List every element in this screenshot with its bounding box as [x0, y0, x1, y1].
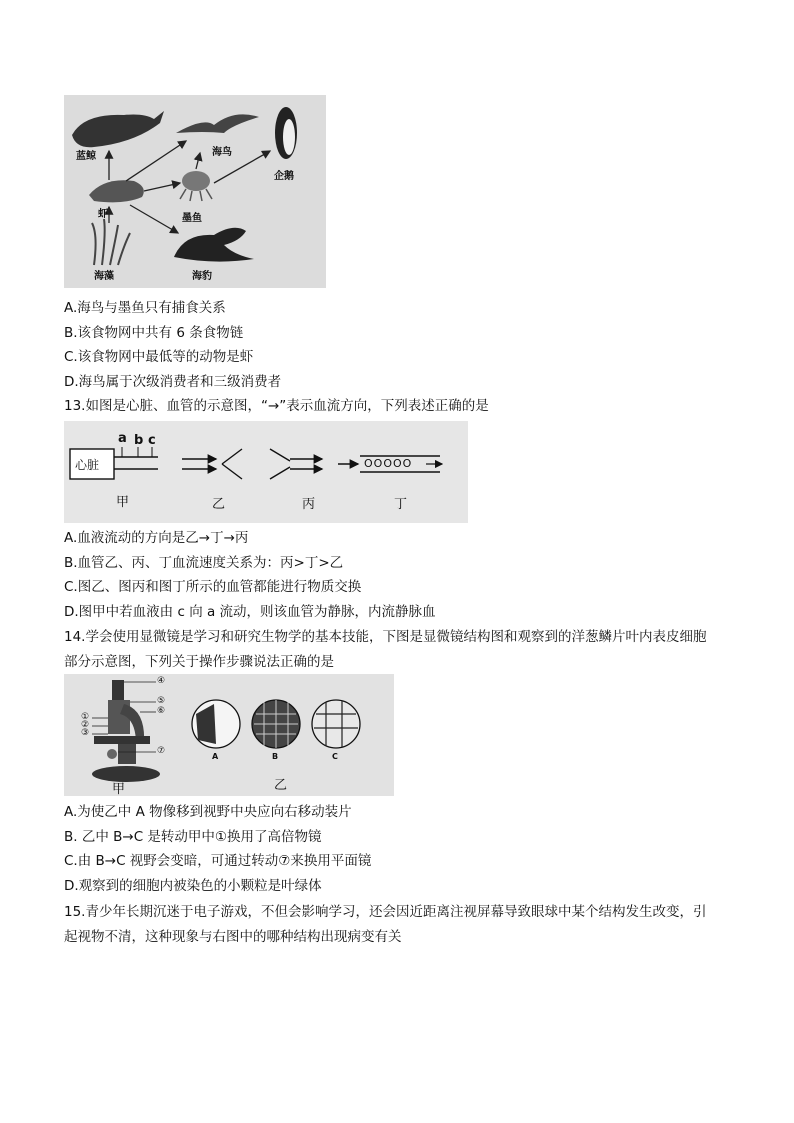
microscope-label-3: ③	[81, 728, 90, 738]
vessel-point-a: a	[118, 431, 127, 446]
label-seabird: 海鸟	[212, 147, 232, 158]
label-seal: 海豹	[192, 271, 212, 282]
q14-option-a: A.为使乙中 A 物像移到视野中央应向右移动装片	[64, 804, 352, 820]
q14-stem-line1: 14.学会使用显微镜是学习和研究生物学的基本技能，下图是显微镜结构图和观察到的洋葱鳞片叶内表皮细胞	[64, 629, 707, 645]
q12-option-a: A.海鸟与墨鱼只有捕食关系	[64, 300, 226, 316]
microscope-label-5: ⑤	[157, 696, 166, 706]
view-b-label: B	[272, 752, 279, 761]
q13-option-c: C.图乙、图丙和图丁所示的血管都能进行物质交换	[64, 579, 362, 595]
q14-option-c: C.由 B→C 视野会变暗，可通过转动⑦来换用平面镜	[64, 853, 372, 869]
q13-option-b: B.血管乙、丙、丁血流速度关系为：丙>丁>乙	[64, 555, 344, 571]
q13-stem: 13.如图是心脏、血管的示意图，“→”表示血流方向，下列表述正确的是	[64, 398, 489, 414]
q14-stem-line2: 部分示意图，下列关于操作步骤说法正确的是	[64, 654, 334, 670]
label-blue-whale: 蓝鲸	[76, 151, 96, 162]
microscope-stage-icon	[94, 736, 150, 744]
q14-option-d: D.观察到的细胞内被染色的小颗粒是叶绿体	[64, 878, 322, 894]
microscope-jia-label: 甲	[112, 782, 126, 796]
q12-option-c: C.该食物网中最低等的动物是虾	[64, 349, 254, 365]
microscope-base-icon	[92, 766, 160, 782]
microscope-label-6: ⑥	[157, 706, 166, 716]
microscope-label-1: ①	[81, 712, 90, 722]
label-ding: 丁	[394, 497, 408, 512]
blue-whale-icon	[72, 111, 164, 147]
q13-option-a: A.血液流动的方向是乙→丁→丙	[64, 530, 249, 546]
view-c-circle	[312, 700, 360, 748]
food-web-figure	[64, 95, 326, 288]
label-squid: 墨鱼	[182, 213, 202, 224]
label-penguin: 企鹅	[274, 171, 294, 182]
microscope-label-4: ④	[157, 676, 166, 686]
microscope-eyepiece-icon	[112, 680, 124, 700]
shrimp-icon	[89, 180, 144, 202]
q15-stem-line1: 15.青少年长期沉迷于电子游戏，不但会影响学习，还会因近距离注视屏幕导致眼球中某个结构发生改变，引	[64, 904, 707, 920]
label-yi: 乙	[212, 497, 226, 512]
heart-label: 心脏	[75, 458, 100, 472]
microscope-mirror-icon	[107, 749, 117, 759]
microscope-label-2: ②	[81, 720, 90, 730]
vessel-point-b: b	[134, 433, 144, 448]
view-a-label: A	[212, 752, 219, 761]
squid-icon	[182, 171, 210, 191]
q12-option-b: B.该食物网中共有 6 条食物链	[64, 325, 244, 341]
label-seaweed: 海藻	[94, 271, 114, 282]
q15-stem-line2: 起视物不清，这种现象与右图中的哪种结构出现病变有关	[64, 929, 402, 945]
label-bing: 丙	[302, 497, 316, 512]
q14-option-b: B. 乙中 B→C 是转动甲中①换用了高倍物镜	[64, 829, 322, 845]
label-jia: 甲	[116, 495, 130, 510]
label-shrimp: 虾	[98, 209, 108, 220]
capillary-cells: OOOOO	[364, 457, 413, 470]
microscope-figure	[64, 674, 394, 796]
q13-option-d: D.图甲中若血液由 c 向 a 流动，则该血管为静脉，内流静脉血	[64, 604, 436, 620]
seal-icon	[174, 228, 254, 262]
seaweed-icon	[92, 219, 130, 265]
views-yi-label: 乙	[274, 778, 288, 793]
heart-vessel-figure	[64, 421, 468, 523]
vessel-point-c: c	[148, 433, 156, 448]
seabird-icon	[176, 114, 259, 133]
view-c-label: C	[332, 752, 338, 761]
q12-option-d: D.海鸟属于次级消费者和三级消费者	[64, 374, 282, 390]
food-web-drawing	[64, 95, 326, 288]
microscope-label-7: ⑦	[157, 746, 166, 756]
